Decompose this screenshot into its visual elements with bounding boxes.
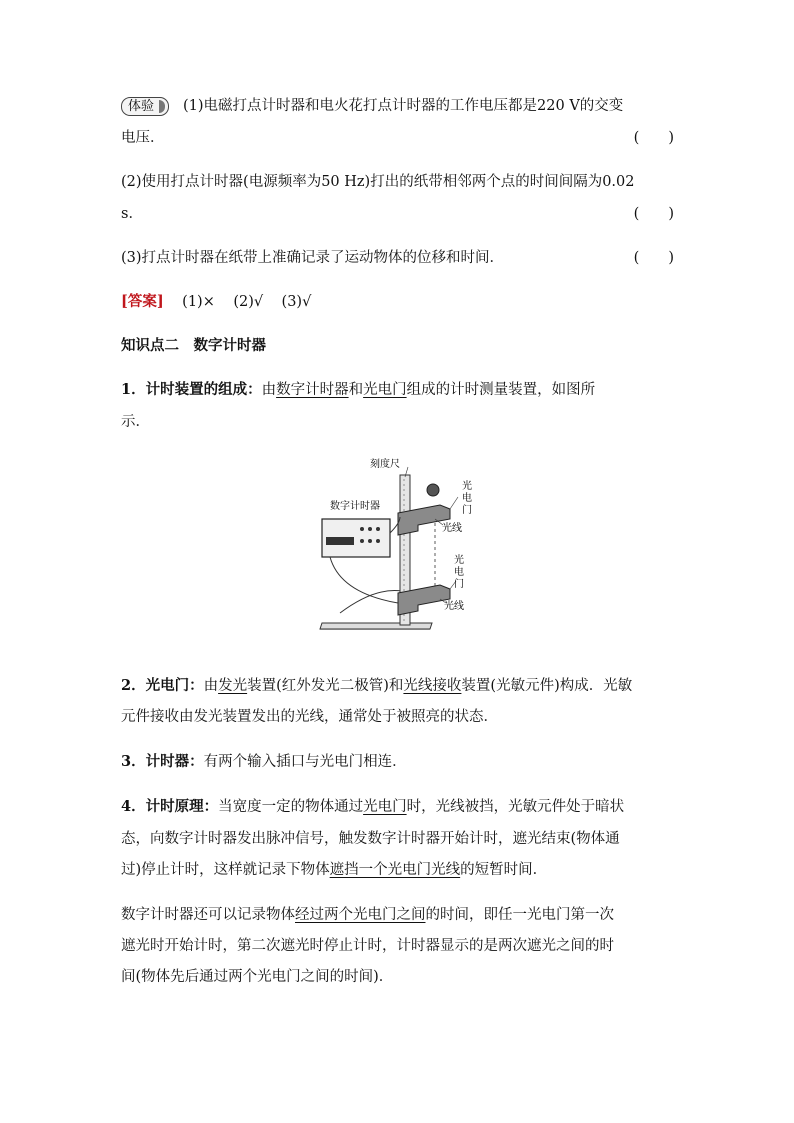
- answer-blank-2[interactable]: ( ): [633, 206, 674, 222]
- item2-line2: [121, 707, 674, 727]
- item4-text-d2: 的短暂时间．: [460, 862, 548, 878]
- item4-line2: [121, 829, 674, 849]
- quiz-q1-line2: [121, 128, 674, 148]
- answer-label: [答案]: [121, 293, 164, 310]
- gate1-label-3: 门: [462, 505, 472, 516]
- para-line2: [121, 936, 674, 956]
- quiz-q1-text: (1)电磁打点计时器和电火花打点计时器的工作电压都是220 V的交变: [183, 98, 624, 114]
- item2-underline-receive: 光线接收: [403, 678, 462, 694]
- gate1-label-1: 光: [462, 481, 472, 492]
- ball: [427, 484, 439, 496]
- item2-text-b: 装置(红外发光二极管)和: [247, 678, 404, 694]
- item1-text-a: 由: [261, 382, 277, 398]
- gate2-label-3: 门: [454, 579, 464, 590]
- timer-label: 数字计时器: [330, 501, 380, 512]
- item2-line1: [121, 676, 674, 696]
- item4-label: 4．计时原理：: [121, 798, 219, 815]
- answer-item-3: (3)√: [281, 294, 312, 310]
- item2-text-d: 元件接收由发光装置发出的光线，通常处于被照亮的状态．: [121, 709, 498, 725]
- item2-text-a: 由: [203, 678, 219, 694]
- photogate-diagram: [300, 453, 500, 648]
- answer-blank-3[interactable]: ( ): [633, 250, 674, 266]
- section-title: 知识点二 数字计时器: [121, 337, 266, 354]
- item1-underline-gate: 光电门: [363, 382, 407, 398]
- answer-blank-1[interactable]: ( ): [633, 130, 674, 146]
- item3-line: [121, 752, 674, 772]
- beam2-label: 光线: [444, 601, 464, 612]
- para-text-d: 间(物体先后通过两个光电门之间的时间)．: [121, 969, 394, 985]
- gate1-label-2: 电: [462, 493, 472, 504]
- quiz-q1-line1: [121, 96, 674, 116]
- ruler-label: 刻度尺: [370, 459, 400, 470]
- item4-text-d1: 过)停止计时，这样就记录下物体: [121, 862, 330, 878]
- item2-text-c: 装置(光敏元件)构成．光敏: [461, 678, 633, 694]
- para-line3: [121, 967, 674, 987]
- gate2-label-1: 光: [454, 555, 464, 566]
- item1-label: 1．计时装置的组成：: [121, 381, 262, 398]
- item4-text-b: 时，光线被挡，光敏元件处于暗状: [406, 799, 625, 815]
- item4-line1: [121, 797, 674, 817]
- para-text-c: 遮光时开始计时，第二次遮光时停止计时，计时器显示的是两次遮光之间的时: [121, 938, 614, 954]
- para-line1: [121, 905, 674, 925]
- quiz-q2-text: (2)使用打点计时器(电源频率为50 Hz)打出的纸带相邻两个点的时间间隔为0.02: [121, 174, 635, 190]
- item1-text-b: 和: [348, 382, 364, 398]
- item1-underline-timer: 数字计时器: [276, 382, 349, 398]
- answer-line: [121, 292, 674, 312]
- quiz-q2-line2: [121, 204, 674, 224]
- photogate-figure: [300, 453, 500, 648]
- answer-item-2: (2)√: [233, 294, 264, 310]
- quiz-q2-text-end: s．: [121, 206, 143, 222]
- para-underline-between: 经过两个光电门之间: [295, 907, 426, 923]
- item3-text: 有两个输入插口与光电门相连．: [203, 754, 407, 770]
- item4-text-a: 当宽度一定的物体通过: [218, 799, 364, 815]
- answer-item-1: (1)×: [182, 294, 215, 310]
- beam1-label: 光线: [442, 523, 462, 534]
- item1-line1: [121, 380, 674, 400]
- item2-underline-emit: 发光: [218, 678, 248, 694]
- item4-text-c: 态，向数字计时器发出脉冲信号，触发数字计时器开始计时，遮光结束(物体通: [121, 831, 620, 847]
- para-text-a: 数字计时器还可以记录物体: [121, 907, 295, 923]
- item4-underline-block: 遮挡一个光电门光线: [329, 862, 461, 878]
- para-text-b: 的时间，即任一光电门第一次: [425, 907, 614, 923]
- quiz-q2-line1: [121, 172, 674, 192]
- item1-text-c: 组成的计时测量装置，如图所: [406, 382, 596, 398]
- quiz-q3-line: [121, 248, 674, 268]
- quiz-q3-text: (3)打点计时器在纸带上准确记录了运动物体的位移和时间．: [121, 250, 505, 266]
- quiz-q1-text-end: 电压．: [121, 130, 165, 146]
- item4-line3: [121, 860, 674, 880]
- gate2-label-2: 电: [454, 567, 464, 578]
- quiz-badge: 体验: [121, 97, 169, 116]
- item3-label: 3．计时器：: [121, 753, 204, 770]
- item2-label: 2．光电门：: [121, 677, 204, 694]
- item1-text-d: 示．: [121, 414, 150, 430]
- item1-line2: [121, 412, 674, 432]
- item4-underline-gate: 光电门: [363, 799, 407, 815]
